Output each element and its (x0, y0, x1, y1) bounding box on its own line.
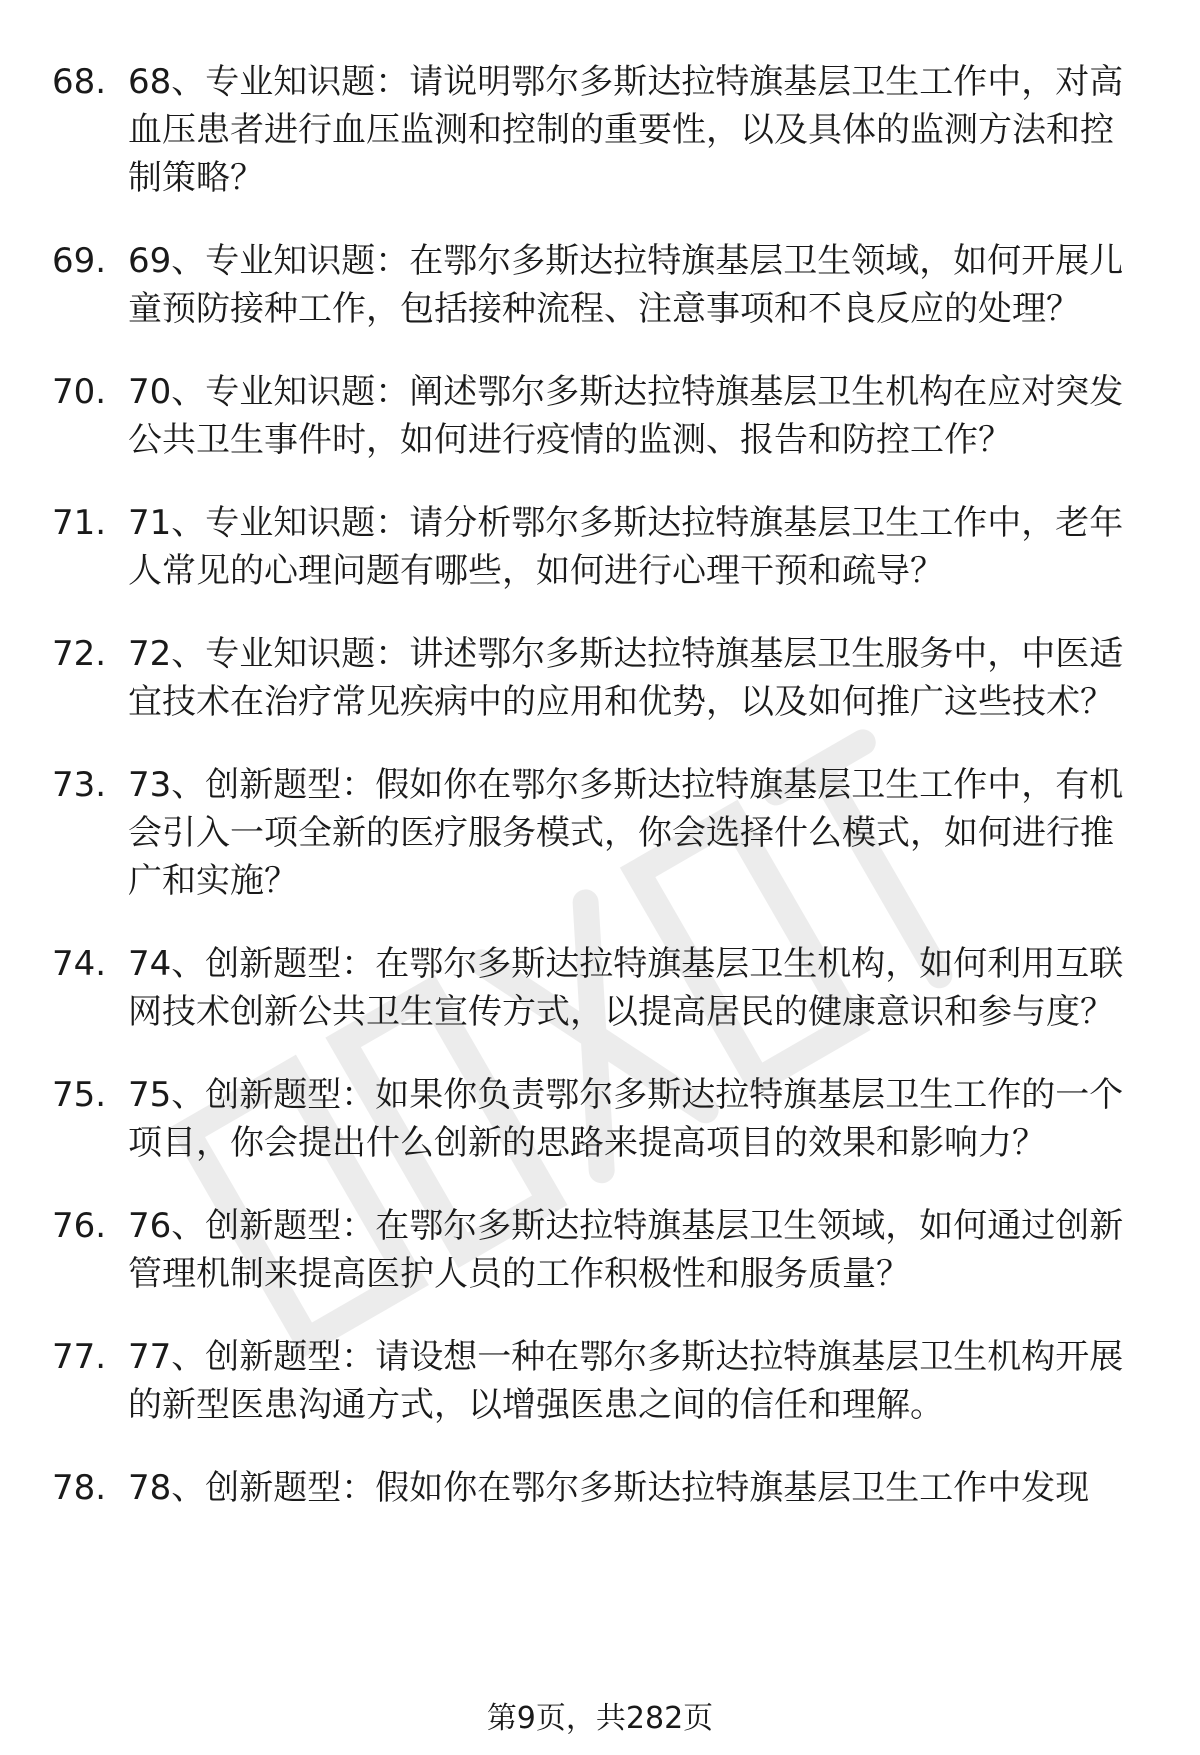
item-text: 68、专业知识题：请说明鄂尔多斯达拉特旗基层卫生工作中，对高血压患者进行血压监测和控制的重要性，以及具体的监测方法和控制策略？ (128, 62, 1124, 198)
item-number: 75. (52, 1075, 107, 1115)
item-number: 73. (52, 765, 107, 805)
list-item-71 (0, 499, 1200, 595)
item-number: 69. (52, 241, 107, 281)
item-number: 78. (52, 1468, 107, 1508)
list-item-69 (0, 237, 1200, 333)
item-number: 77. (52, 1337, 107, 1377)
item-text: 76、创新题型：在鄂尔多斯达拉特旗基层卫生领域，如何通过创新管理机制来提高医护人员的工作积极性和服务质量？ (128, 1206, 1124, 1294)
item-text: 74、创新题型：在鄂尔多斯达拉特旗基层卫生机构，如何利用互联网技术创新公共卫生宣传方式，以提高居民的健康意识和参与度？ (128, 944, 1124, 1032)
list-item-75 (0, 1071, 1200, 1167)
list-item-77 (0, 1333, 1200, 1429)
item-number: 76. (52, 1206, 107, 1246)
list-item-68 (0, 58, 1200, 202)
list-item-70 (0, 368, 1200, 464)
item-text: 78、创新题型：假如你在鄂尔多斯达拉特旗基层卫生工作中发现 (128, 1468, 1090, 1508)
list-item-78 (0, 1464, 1200, 1512)
page-footer: 第9页，共282页 (486, 1701, 714, 1736)
item-number: 70. (52, 372, 107, 412)
item-text: 70、专业知识题：阐述鄂尔多斯达拉特旗基层卫生机构在应对突发公共卫生事件时，如何进行疫情的监测、报告和防控工作？ (128, 372, 1124, 460)
list-item-72 (0, 630, 1200, 726)
list-item-76 (0, 1202, 1200, 1298)
list-item-73 (0, 761, 1200, 905)
question-list (0, 58, 1200, 1547)
item-text: 73、创新题型：假如你在鄂尔多斯达拉特旗基层卫生工作中，有机会引入一项全新的医疗服务模式，你会选择什么模式，如何进行推广和实施？ (128, 765, 1124, 901)
item-text: 77、创新题型：请设想一种在鄂尔多斯达拉特旗基层卫生机构开展的新型医患沟通方式，以增强医患之间的信任和理解。 (128, 1337, 1124, 1425)
item-number: 71. (52, 503, 107, 543)
item-number: 74. (52, 944, 107, 984)
item-text: 75、创新题型：如果你负责鄂尔多斯达拉特旗基层卫生工作的一个项目，你会提出什么创新的思路来提高项目的效果和影响力？ (128, 1075, 1124, 1163)
item-text: 69、专业知识题：在鄂尔多斯达拉特旗基层卫生领域，如何开展儿童预防接种工作，包括接种流程、注意事项和不良反应的处理？ (128, 241, 1124, 329)
item-number: 72. (52, 634, 107, 674)
item-text: 72、专业知识题：讲述鄂尔多斯达拉特旗基层卫生服务中，中医适宜技术在治疗常见疾病中的应用和优势，以及如何推广这些技术？ (128, 634, 1124, 722)
list-item-74 (0, 940, 1200, 1036)
item-number: 68. (52, 62, 107, 102)
item-text: 71、专业知识题：请分析鄂尔多斯达拉特旗基层卫生工作中，老年人常见的心理问题有哪些，如何进行心理干预和疏导？ (128, 503, 1124, 591)
